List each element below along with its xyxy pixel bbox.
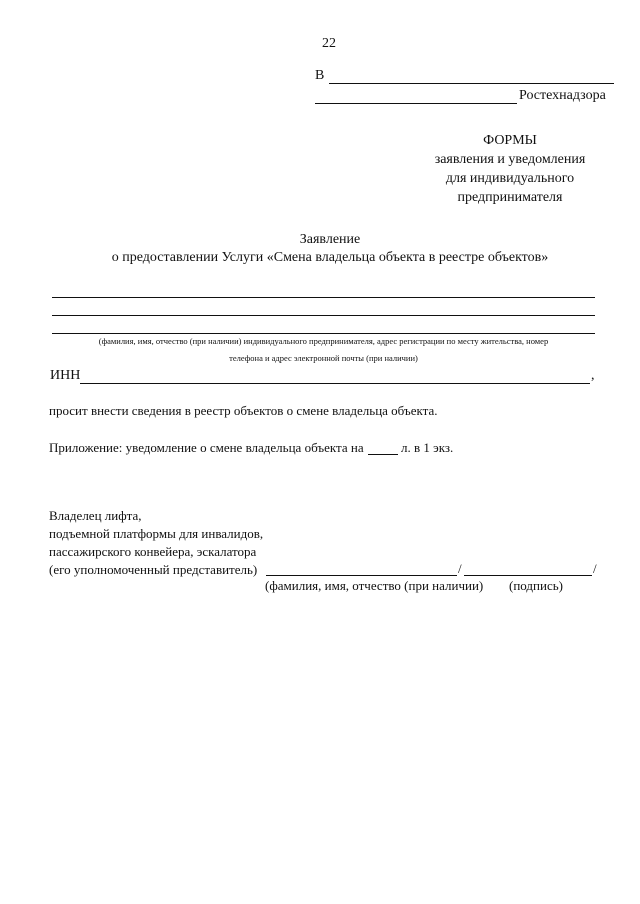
signature-name-line[interactable] — [266, 575, 457, 576]
request-text: просит внести сведения в реестр объектов о смене владельца объекта. — [49, 403, 438, 418]
attachment-pages-line[interactable] — [368, 454, 398, 455]
forms-header-line-4: предпринимателя — [457, 190, 563, 205]
owner-line-4: (его уполномоченный представитель) — [49, 562, 258, 577]
owner-line-2: подъемной платформы для инвалидов, — [49, 526, 264, 541]
applicant-line-3[interactable] — [52, 333, 595, 334]
forms-header-title: ФОРМЫ — [483, 133, 537, 148]
applicant-caption-line-1: (фамилия, имя, отчество (при наличии) индивидуального предпринимателя, адрес регистрации по месту жительства, номер — [98, 336, 549, 346]
forms-header-line-2: заявления и уведомления — [434, 152, 586, 167]
forms-header-line-3: для индивидуального — [445, 171, 575, 186]
document-title: Заявление — [299, 232, 361, 247]
inn-trailing-comma: , — [591, 368, 595, 383]
inn-input-line[interactable] — [80, 383, 590, 384]
signature-name-caption: (фамилия, имя, отчество (при наличии) — [265, 578, 484, 593]
signature-separator-1: / — [458, 561, 462, 576]
document-subtitle: о предоставлении Услуги «Смена владельца объекта в реестре объектов» — [111, 250, 549, 265]
owner-line-3: пассажирского конвейера, эскалатора — [49, 544, 257, 559]
applicant-line-1[interactable] — [52, 297, 595, 298]
inn-label: ИНН — [50, 368, 81, 383]
addressee-line-1[interactable] — [329, 83, 614, 84]
attachment-suffix: л. в 1 экз. — [401, 440, 454, 455]
addressee-suffix: Ростехнадзора — [519, 88, 606, 103]
applicant-caption-line-2: телефона и адрес электронной почты (при наличии) — [229, 353, 418, 363]
owner-line-1: Владелец лифта, — [49, 508, 142, 523]
attachment-prefix: Приложение: уведомление о смене владельца объекта на — [49, 440, 364, 455]
addressee-line-2[interactable] — [315, 103, 517, 104]
addressee-prefix: В — [315, 68, 325, 83]
page-number: 22 — [322, 36, 336, 51]
applicant-line-2[interactable] — [52, 315, 595, 316]
signature-separator-2: / — [593, 561, 597, 576]
signature-sign-line[interactable] — [464, 575, 592, 576]
signature-sign-caption: (подпись) — [509, 578, 563, 593]
